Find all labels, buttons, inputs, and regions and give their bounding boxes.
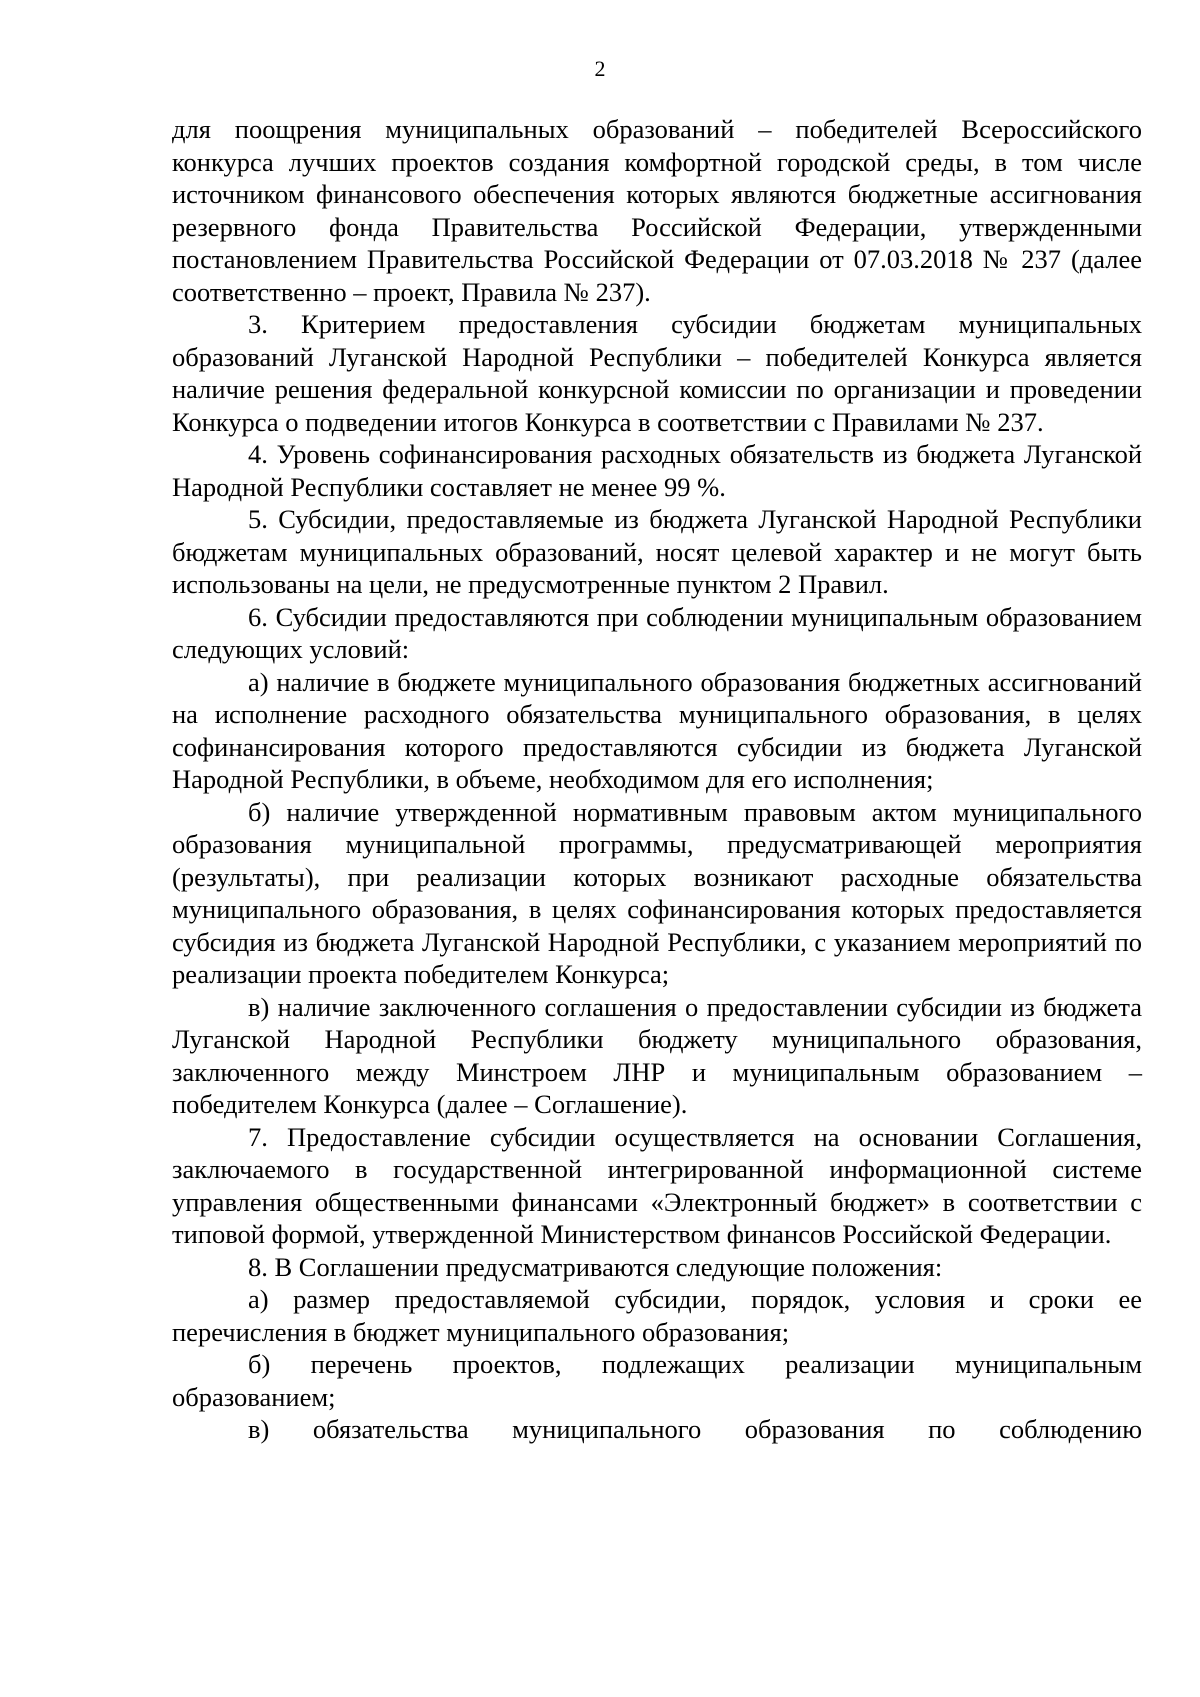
page-number: 2 bbox=[594, 56, 606, 81]
paragraph-item-8a: а) размер предоставляемой субсидии, порядок, условия и сроки ее перечисления в бюджет муниципального образования; bbox=[172, 1284, 1142, 1347]
paragraph-item-7: 7. Предоставление субсидии осуществляется на основании Соглашения, заключаемого в государственной интегрированной информационной системе управления общественными финансами «Электронный бюджет» в соответствии с типовой формой, утвержденной Министерством финансов Российской Федерации. bbox=[172, 1121, 1142, 1249]
paragraph-item-6b: б) наличие утвержденной нормативным правовым актом муниципального образования муниципальной программы, предусматривающей мероприятия (результаты), при реализации которых возникают расходные обязательства муниципального образования, в целях софинансирования которых предоставляется субсидия из бюджета Луганской Народной Республики, с указанием мероприятий по реализации проекта победителем Конкурса; bbox=[172, 796, 1142, 989]
paragraph-item-8: 8. В Соглашении предусматриваются следующие положения: bbox=[248, 1251, 943, 1282]
paragraph-item-4: 4. Уровень софинансирования расходных обязательств из бюджета Луганской Народной Республики составляет не менее 99 %. bbox=[172, 439, 1142, 502]
paragraph-item-5: 5. Субсидии, предоставляемые из бюджета Луганской Народной Республики бюджетам муниципальных образований, носят целевой характер и не могут быть использованы на цели, не предусмотренные пунктом 2 Правил. bbox=[172, 504, 1142, 599]
paragraph-continuation: для поощрения муниципальных образований – победителей Всероссийского конкурса лучших проектов создания комфортной городской среды, в том числе источником финансового обеспечения которых являются бюджетные ассигнования резервного фонда Правительства Российской Федерации, утвержденными постановлением Правительства Российской Федерации от 07.03.2018 № 237 (далее соответственно – проект, Правила № 237). bbox=[172, 114, 1142, 307]
paragraph-item-6v: в) наличие заключенного соглашения о предоставлении субсидии из бюджета Луганской Народной Республики бюджету муниципального образования, заключенного между Минстроем ЛНР и муниципальным образованием – победителем Конкурса (далее – Соглашение). bbox=[172, 991, 1142, 1119]
paragraph-item-6: 6. Субсидии предоставляются при соблюдении муниципальным образованием следующих условий: bbox=[172, 601, 1142, 664]
paragraph-item-8v: в) обязательства муниципального образования по соблюдению bbox=[248, 1414, 1142, 1444]
paragraph-item-6a: а) наличие в бюджете муниципального образования бюджетных ассигнований на исполнение расходного обязательства муниципального образования, в целях софинансирования которого предоставляются субсидии из бюджета Луганской Народной Республики, в объеме, необходимом для его исполнения; bbox=[172, 666, 1142, 794]
document-body bbox=[172, 113, 1142, 1446]
paragraph-item-3: 3. Критерием предоставления субсидии бюджетам муниципальных образований Луганской Народной Республики – победителей Конкурса является наличие решения федеральной конкурсной комиссии по организации и проведении Конкурса о подведении итогов Конкурса в соответствии с Правилами № 237. bbox=[172, 309, 1142, 437]
paragraph-item-8b: б) перечень проектов, подлежащих реализации муниципальным образованием; bbox=[172, 1349, 1142, 1412]
